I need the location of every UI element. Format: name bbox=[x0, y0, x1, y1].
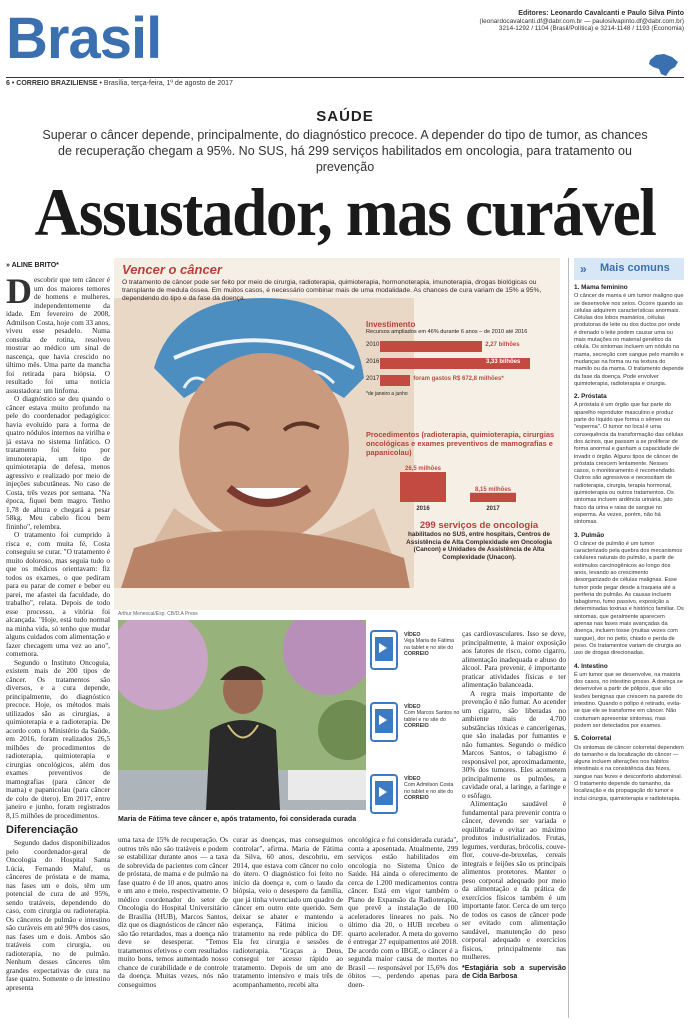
paragraph: Alimentação saudável é fundamental para prevenir contra o câncer, devendo ser variada e equilibrada e evitar ao máximo produtos industrializados. Frutas, legumes, verduras, brócolis, couve-flor, couve-de-bruxelas, cereais integrais e feijões são os principais alimentos protetores. Manter o peso corporal adequado por meio da alimentação e da prática de exercícios físicos também é um importante fator. Cerca de um terço de todos os casos de câncer pode ser evitado com alimentação saudável, manutenção do peso corporal adequado e exercícios físicos, principalmente nas mulheres. bbox=[462, 799, 566, 961]
investment-subtitle: Recursos ampliados em 46% durante 6 anos – de 2010 até 2016 bbox=[366, 329, 528, 335]
sidebar-item-text: O câncer de pulmão é um tumor caracterizado pela quebra dos mecanismos celulares naturais do pulmão, a partir de estímulos carcinogênicos ao longo dos anos, levando ao crescimento desorganizado de células malignas. Esse tumor pode pegar desde a traqueia até a periferia do pulmão. As causas incluem tabagismo, fumo passivo, exposição a determinadas toxinas e histórico familiar. Os sintomas, que geralmente aparecem apenas nas fases mais avançadas da doença, incluem tosse (muitas vezes com sangue), dor no peito, chiado e perda de peso. Os tratamentos variam de cirurgia ao uso de drogas direcionadas. bbox=[574, 540, 684, 657]
sidebar-title: Mais comuns bbox=[600, 262, 670, 274]
paragraph: Segundo dados disponibilizados pelo coordenador-geral de Oncologia do Hospital Santa Lúcia, Fernando Maluf, os cânceres de próstata e de mama, nas fases um e dois, têm um potencial de cura de até 95%, sendo tratáveis, dependendo do caso, com cirurgia ou radioterapia. Os cânceres de pulmão e intestino são curáveis em até 90% dos casos, nas fases um e dois. Ambos são tratáveis com cirurgia, ou radioterapia, no de pulmão. Nenhum desses cânceres têm grandes expectativas de cura na fase quatro. Somente o de intestino apresenta bbox=[6, 838, 110, 992]
video-brand: CORREIO bbox=[404, 722, 429, 729]
sidebar-item bbox=[574, 284, 684, 388]
photo-maria-de-fatima bbox=[118, 620, 366, 810]
tablet-icon bbox=[370, 630, 398, 670]
sidebar-item bbox=[574, 532, 684, 658]
video-label: VÍDEO bbox=[404, 704, 421, 710]
procedures-title: Procedimentos (radioterapia, quimioterapia, cirurgias oncológicas e exames preventivos de mamografias e papanicolau) bbox=[366, 430, 555, 457]
sidebar-header bbox=[574, 258, 684, 280]
investment-bar bbox=[380, 341, 482, 352]
procedures-value-label: 26,5 milhões bbox=[404, 466, 442, 472]
article-column-1 bbox=[6, 276, 110, 1018]
video-list bbox=[370, 630, 462, 830]
lead-paragraph: escobrir que tem câncer é um dos maiores temores de homens e mulheres, independentemente da idade. Em fevereiro de 2008, Admilson Costa, hoje com 33 anos, viveu esse pesadelo. Numa consulta de rotina, resolveu mostrar ao médico um sinal de nascença, que havia crescido no último mês. Uma parte da mancha foi retirada para biópsia. O resultado foi uma notícia assustadora: um linfoma. bbox=[6, 276, 110, 395]
investment-bar-row bbox=[366, 374, 556, 388]
page-number: 6 bbox=[6, 80, 10, 87]
sidebar-item-text: É um tumor que se desenvolve, na maioria dos casos, no intestino grosso. A doença se desenvolve a partir de pólipos, que são lesões benignas que crescem na parede do intestino. Quando o pólipo é retirado, evita-se que ele se transforme em câncer. Não costumam apresentar sintomas, mas podem ser detectados por exames. bbox=[574, 671, 683, 729]
paragraph: uma taxa de 15% de recuperação. Os outros três não são tratáveis e podem se estabilizar durante anos — a taxa de sobrevida de pacientes com câncer de próstata, de mama e de pulmão na fase quatro é de 10 anos, quatro anos e um ano e meio, respectivamente. O médico coordenador do setor de Oncologia do Hospital Universitário de Brasília (HUB), Marcos Santos, diz que os diagnósticos de câncer não são tão retardados, mas a doença não deve se desesperar. "Temos tratamentos efetivos e com resultados muito bons, temos aumentado nosso chance de curabilidade e de controle da doença. Muitas vezes, nós não conseguimos bbox=[118, 836, 228, 989]
sidebar-divider bbox=[568, 258, 569, 1018]
sidebar-item bbox=[574, 663, 684, 731]
folio: 6 • CORREIO BRAZILIENSE • Brasília, terça-feira, 1º de agosto de 2017 bbox=[6, 80, 233, 87]
paragraph: ças cardiovasculares. Isso se deve, principalmente, à maior exposição aos fatores de risco, como cigarro, alimentação inadequada e abuso do álcool. Para prevenir, é importante praticar atividades físicas e ter alimentação balanceada. bbox=[462, 630, 566, 689]
paragraph: Segundo o Instituto Oncoguia, existem mais de 200 tipos de câncer. Os tratamentos são diversos, e a cura depende, principalmente, do diagnóstico precoce. Hoje, os métodos mais utilizados são as cirurgias, a quimioterapia e a radioterapia. De acordo com o Ministério da Saúde, em 2016, foram realizados 26,5 milhões de procedimentos de radioterapia, quimioterapia e cirurgias oncológicos, além dos exames preventivos de mamografias (para câncer de mama) e papanicolau (para câncer de colo de útero). Em 2017, entre janeiro e junho, foram registrados 8,15 milhões de procedimentos. bbox=[6, 657, 110, 820]
tablet-icon bbox=[370, 774, 398, 814]
article-subtitle: Superar o câncer depende, principalmente, do diagnóstico precoce. A depender do tipo de tumor, as chances de recuperação chegam a 95%. No SUS, há 299 serviços habilitados em oncologia, para tratamento ou prevenção bbox=[42, 128, 648, 174]
newspaper-name: CORREIO BRAZILIENSE bbox=[16, 80, 98, 87]
procedures-bar bbox=[400, 472, 446, 502]
article-column-2 bbox=[118, 836, 228, 1018]
investment-note: *de janeiro a junho bbox=[366, 391, 408, 397]
procedures-value-label: 8,15 milhões bbox=[474, 486, 512, 493]
procedures-year-label: 2017 bbox=[486, 506, 500, 512]
video-brand: CORREIO bbox=[404, 650, 429, 657]
byline: » ALINE BRITO* bbox=[6, 262, 59, 269]
article-headline: Assustador, mas curável bbox=[34, 174, 656, 250]
video-brand: CORREIO bbox=[404, 794, 429, 801]
paragraph: A regra mais importante de prevenção é não fumar. Ao acender um cigarro, são liberadas no ambiente mais de 4.700 substâncias tóxicas e cancerígenas, que são inaladas por fumantes e não fumantes. Segundo o médico Marcos Santos, o tabagismo é responsável por, aproximadamente, 30% dos tumores. Eles acometem principalmente os pulmões, a cavidade oral, a laringe, a faringe e o esôfago. bbox=[462, 688, 566, 800]
sidebar-item-text: Os sintomas de câncer colorretal dependem do tamanho e da localização do câncer — alguns incluem alterações nos hábitos intestinais e na consistência das fezes, sangue nas fezes e desconforto abdominal. O tratamento depende do tamanho, da localização e da propagação do tumor e inclui cirurgia, quimioterapia e radioterapia. bbox=[574, 744, 684, 802]
article-column-3 bbox=[233, 836, 343, 1018]
bar-value-label: 2,27 bilhões bbox=[485, 342, 520, 348]
brazil-map-icon bbox=[646, 52, 680, 78]
paragraph: O tratamento foi cumprido à risca e, com muita fé, Costa conseguiu se curar. "O tratamento é muito doloroso, mas seguia tudo o que os médicos orientavam: fiz todos os exames, o que pediram para eu parar de comer e beber eu parei, me afastei da faculdade, do trabalho", relata. Depois de todo esse processo, a vitória foi alcançada. "Hoje, está tudo normal na minha vida, só tenho que mudar alguns cuidados com alimentação e fazer checagem uma vez ao ano", comemora. bbox=[6, 530, 110, 658]
paragraph: oncológica e fui considerada curada", conta a aposentada. Atualmente, 299 serviços estão habilitados em oncologia no Sistema Único de Saúde. Há ainda o oferecimento de cerca de 1.200 medicamentos contra câncer. Está em vigor também o Plano de Expansão da Radioterapia, que prevê a instalação de 100 aceleradores lineares no país. No último dia 20, o HUB recebeu o quarto acelerador. A meta do governo é entregar 27 equipamentos até 2018. De acordo com o IBGE, o câncer é a segunda maior causa de mortes no Brasil — responsável por 15,6% dos óbitos —, perdendo apenas para doen- bbox=[348, 836, 458, 989]
tablet-icon bbox=[370, 702, 398, 742]
chevron-icon: » bbox=[580, 262, 587, 276]
bar-year-label: 2010 bbox=[366, 342, 380, 348]
subheading: Diferenciação bbox=[6, 824, 79, 836]
investment-bar-row bbox=[366, 340, 556, 354]
editors-phones: 3214-1292 / 1104 (Brasil/Política) e 3214-1148 / 1193 (Economia) bbox=[498, 25, 684, 33]
video-text: Veja Maria de Fátima na tablet e no site do bbox=[404, 638, 455, 651]
article-column-3b bbox=[348, 836, 458, 1018]
editors-names: Editores: Leonardo Cavalcanti e Paulo Silva Pinto bbox=[518, 10, 684, 17]
infographic bbox=[114, 258, 560, 610]
play-icon bbox=[379, 715, 387, 725]
sidebar-item-title: 5. Colorretal bbox=[574, 735, 612, 743]
section-title: Brasil bbox=[6, 6, 162, 71]
procedures-year-label: 2016 bbox=[416, 506, 430, 512]
procedures-bar bbox=[470, 493, 516, 502]
sidebar-item bbox=[574, 735, 684, 803]
video-label: VÍDEO bbox=[404, 632, 421, 638]
dropcap: D bbox=[6, 276, 32, 311]
services-text: habilitados no SUS, entre hospitais, Centros de Assistência de Alta Complexidade em Oncologia (Cancon) e Unidades de Assistência de Alta Complexidade (Unacon). bbox=[406, 531, 552, 561]
services-title: 299 serviços de oncologia bbox=[419, 520, 539, 531]
video-text: Com Marcos Santos no tablet e no site do bbox=[404, 710, 460, 723]
article-kicker: SAÚDE bbox=[316, 108, 374, 125]
bar-value-label: 3,33 bilhões bbox=[486, 359, 521, 365]
photo-caption: Maria de Fátima teve câncer e, após tratamento, foi considerada curada bbox=[118, 816, 357, 823]
bar-value-label: foram gastos R$ 672,8 milhões* bbox=[413, 376, 504, 382]
editors-block bbox=[444, 10, 684, 33]
procedures-chart bbox=[390, 458, 530, 512]
paragraph: curar as doenças, mas conseguimos controlar", afirma. Maria de Fátima da Silva, 60 anos, descobriu, em 2014, que estava com câncer no colo do útero. O diagnóstico foi feito no início da doença e, com o laudo da biópsia, veio o desespero da família, que já tinha vivenciado um quadro de câncer em outro ente querido. Sem deixar se abater e mantendo a esperança, Fátima iniciou o tratamento na rede pública do DF. Ela fez cirurgia e sessões de radioterapia. "Graças a Deus, consegui ter acesso rápido ao tratamento. Depois de um ano de tratamento intensivo e mais três de acompanhamento, recebi alta bbox=[233, 836, 343, 989]
investment-chart bbox=[366, 320, 556, 397]
sidebar-item-title: 1. Mama feminino bbox=[574, 284, 628, 291]
paragraph: O diagnóstico se deu quando o câncer estava muito profundo na pele do coordenador pedagógico: havia evoluído para a forma de quatro nódulos internos na virilha e já estava no sistema linfático. O tratamento foi feito por imunoterapia, um tipo de quimioterapia de defesa, menos agressivo e realizado por meio de injeções subcutâneas. No caso de Costa, três vezes por semana. "Na época, fiquei bem magro. Tenho 1,78 de altura e chegará a pesar 58kg. Meu cabelo ficou bem fininho", relembra. bbox=[6, 394, 110, 531]
video-label: VÍDEO bbox=[404, 776, 421, 782]
video-text: Com Admilson Costa no tablet e no site do bbox=[404, 782, 454, 795]
sidebar-item-text: A próstata é um órgão que faz parte do aparelho reprodutor masculino e produz parte do líquido que forma o sêmen ou "esperma". O tumor no local é uma consequência da transformação das células dos ácinos, que passam a se proliferar de forma anormal e ganham a capacidade de invadir o órgão. Alguns tipos de câncer de próstata crescem lentamente. Nesses casos, o monitoramento é recomendado. Outros são agressivos e necessitam de radioterapia, cirurgia, terapia hormonal, quimioterapia ou outros tratamentos. Os sintomas incluem ardência urinária, jato fraco da urina e raias de sangue no esperma. Às vezes, porém, não há sintomas. bbox=[574, 402, 684, 526]
sidebar-item-title: 4. Intestino bbox=[574, 662, 608, 670]
bar-year-label: 2017 bbox=[366, 376, 380, 382]
services-block bbox=[404, 520, 554, 561]
sidebar-item-title: 3. Pulmão bbox=[574, 531, 605, 539]
header-rule bbox=[6, 77, 684, 78]
investment-title: Investimento bbox=[366, 320, 416, 329]
investment-bar bbox=[380, 375, 410, 386]
editors-emails: (leonardocavalcanti.df@dabr.com.br — paulosilvapinto.df@dabr.com.br) bbox=[479, 17, 684, 25]
bar-year-label: 2016 bbox=[366, 359, 380, 365]
photo-credit: Arthur Menescal/Esp. CB/D.A Press bbox=[118, 611, 198, 617]
investment-bar-row bbox=[366, 357, 556, 371]
dateline: • Brasília, terça-feira, 1º de agosto de 2017 bbox=[99, 80, 233, 87]
sidebar-item-title: 2. Próstata bbox=[574, 393, 607, 401]
infographic-intro: O tratamento de câncer pode ser feito por meio de cirurgia, radioterapia, quimioterapia, hormonoterapia, imunoterapia, drogas biológicas ou transplante de medula óssea. Em muitos casos, é necessário combinar mais de uma modalidade. As chances de cura variam de 15% a 95%, dependendo do tipo e da fase da doença. bbox=[122, 279, 542, 302]
article-column-4 bbox=[462, 630, 566, 1018]
sidebar-item-text: O câncer de mama é um tumor maligno que se desenvolve nos seios. Ocorre quando as células adquirem características anormais. Células dos lobos mamários, células produtoras de leite ou dos ductos por onde é drenado o leite podem causar uma ou mais mutações no material genético da célula. Os sintomas incluem um nódulo na mama, secreção com sangue pelo mamilo e mudanças na forma ou na textura do mamilo ou da mama. O tratamento depende da fase da doença. Pode envolver quimioterapia, radioterapia e cirurgia. bbox=[574, 293, 684, 387]
play-icon bbox=[379, 787, 387, 797]
sidebar-mais-comuns bbox=[574, 258, 684, 1014]
footnote: *Estagiária sob a supervisão de Cida Barbosa bbox=[462, 964, 566, 980]
infographic-title: Vencer o câncer bbox=[122, 262, 222, 277]
sidebar-item bbox=[574, 393, 684, 526]
play-icon bbox=[379, 643, 387, 653]
